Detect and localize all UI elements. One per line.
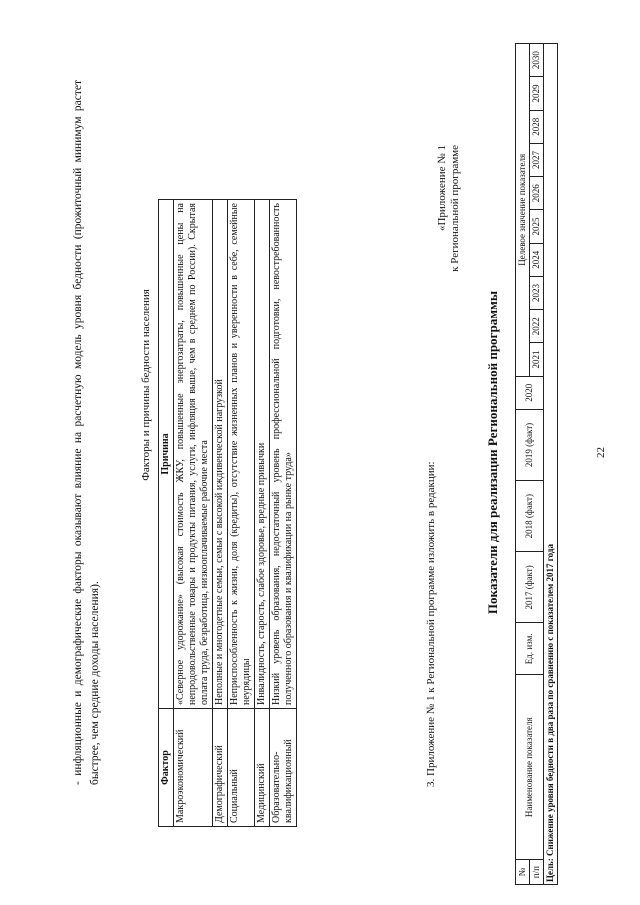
- appendix-reference: [436, 145, 462, 335]
- intro-paragraph: - инфляционные и демографические факторы оказывают влияние на расчетную модель уровня бедности (прожиточный минимум растет быстрее, чем средние доходы населения).: [72, 80, 101, 785]
- cause-column-header: Причина: [159, 200, 174, 709]
- appendix-ref-line: к Региональной программе: [449, 145, 461, 272]
- factor-column-header: Фактор: [159, 709, 174, 827]
- cause-cell: Инвалидность, старость, слабое здоровье, вредные привычки: [255, 200, 270, 709]
- appendix-ref-line: «Приложение № 1: [436, 145, 448, 232]
- target-year-header: 2023: [530, 276, 544, 309]
- page-number: 22: [595, 447, 607, 458]
- factor-cell: Демографический: [213, 709, 228, 827]
- cause-cell: «Северное удорожание» (высокая стоимость ЖКУ, повышенные энергозатраты, повышенные цены на непродовольственные товары и продукты питания, услуги, инфляция выше, чем в среднем по России). Скрытая оплата труда, безработица, низкооплачиваемые рабочие места: [174, 200, 213, 709]
- fact-year-header: 2017 (факт): [516, 552, 544, 623]
- table-row: [270, 200, 297, 827]
- table-caption: Факторы и причины бедности населения: [140, 289, 152, 481]
- table-row: [174, 200, 213, 827]
- num-header: №: [516, 860, 530, 885]
- target-year-header: 2026: [530, 177, 544, 210]
- table-row: [255, 200, 270, 827]
- amendment-text: 3. Приложение № 1 к Региональной программе изложить в редакции:: [425, 461, 437, 787]
- target-year-header: 2021: [530, 343, 544, 376]
- target-year-header: 2022: [530, 310, 544, 343]
- goal-row: [544, 44, 558, 885]
- indicators-table: [515, 43, 558, 885]
- fact-year-header: 2019 (факт): [516, 409, 544, 480]
- indicators-header-row: [516, 44, 530, 885]
- table-row: [228, 200, 255, 827]
- target-header: Целевое значение показателя: [516, 44, 530, 377]
- factors-table: [158, 199, 297, 827]
- factor-cell: Социальный: [228, 709, 255, 827]
- target-year-header: 2028: [530, 110, 544, 143]
- table-row: [213, 200, 228, 827]
- cause-cell: Низкий уровень образования, недостаточный уровень профессиональной подготовки, невостребованность полученного образования и квалификации на рынке труда»: [270, 200, 297, 709]
- target-year-header: 2027: [530, 143, 544, 176]
- cause-cell: Неприспособленность к жизни, доля (кредиты), отсутствие жизненных планов и уверенности в себе, семейные неурядицы: [228, 200, 255, 709]
- fact-year-header: 2018 (факт): [516, 481, 544, 552]
- factor-cell: Образовательно-квалификационный: [270, 709, 297, 827]
- factor-cell: Медицинский: [255, 709, 270, 827]
- goal-cell: Цель: Снижение уровня бедности в два раза по сравнению с показателем 2017 года: [544, 44, 558, 885]
- factors-table-header-row: [159, 200, 174, 827]
- num-header-sub: п/п: [530, 860, 544, 885]
- target-year-header: 2030: [530, 44, 544, 77]
- cause-cell: Неполные и многодетные семьи, семьи с высокой иждивенческой нагрузкой: [213, 200, 228, 709]
- target-year-header: 2025: [530, 210, 544, 243]
- indicators-title: Показатели для реализации Региональной программы: [485, 290, 500, 615]
- name-header: Наименование показателя: [516, 675, 544, 860]
- base-year-header: 2020: [516, 376, 544, 409]
- target-year-header: 2029: [530, 77, 544, 110]
- target-year-header: 2024: [530, 243, 544, 276]
- factor-cell: Макроэкономический: [174, 709, 213, 827]
- unit-header: Ед. изм.: [516, 623, 544, 675]
